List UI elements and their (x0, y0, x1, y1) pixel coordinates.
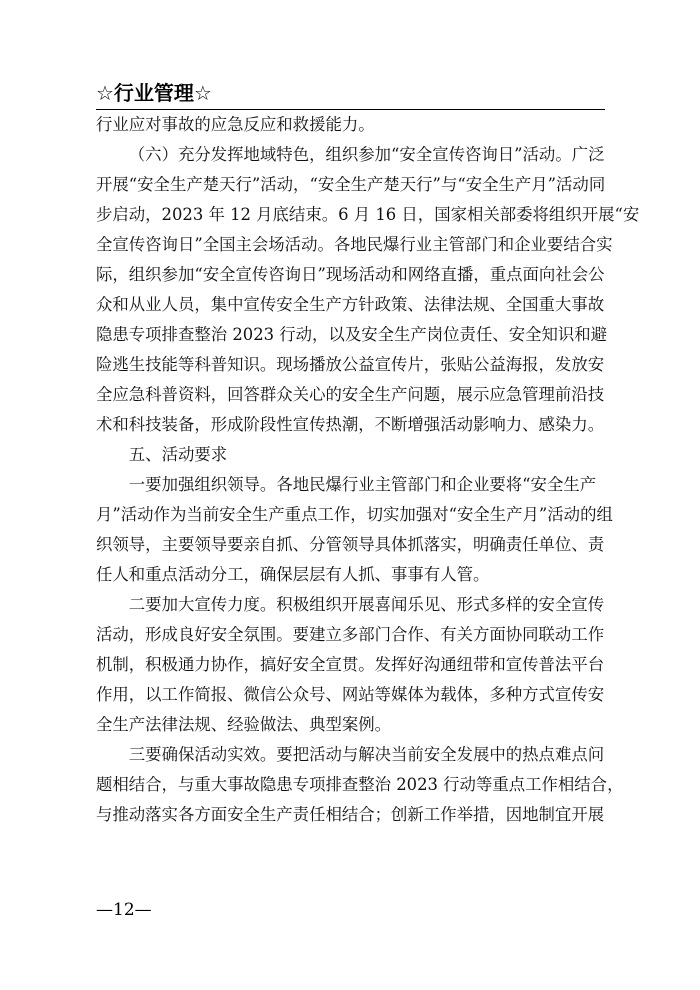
text-line: 二要加大宣传力度。积极组织开展喜闻乐见、形式多样的安全宣传 (128, 595, 605, 614)
text-line: 全宣传咨询日”全国主会场活动。各地民爆行业主管部门和企业要结合实 (96, 235, 613, 254)
text-line: 题相结合，与重大事故隐患专项排查整治 2023 行动等重点工作相结合， (96, 775, 624, 794)
text-line: 际，组织参加“安全宣传咨询日”现场活动和网络直播，重点面向社会公 (96, 265, 605, 284)
text-line: 机制，积极通力协作，搞好安全宣贯。发挥好沟通纽带和宣传普法平台 (96, 655, 605, 674)
text-line: 与推动落实各方面安全生产责任相结合；创新工作举措，因地制宜开展 (96, 805, 605, 824)
section-header: ☆行业管理☆ (96, 81, 212, 105)
text-line: 作用，以工作简报、微信公众号、网站等媒体为载体，多种方式宣传安 (96, 685, 605, 704)
text-line: 五、活动要求 (128, 445, 228, 464)
text-line: 行业应对事故的应急反应和救援能力。 (96, 115, 375, 134)
text-line: 隐患专项排查整治 2023 行动，以及安全生产岗位责任、安全知识和避 (96, 325, 608, 344)
text-line: 织领导，主要领导要亲自抓、分管领导具体抓落实，明确责任单位、责 (96, 535, 605, 554)
paragraph (96, 590, 605, 740)
text-line: 险逃生技能等科普知识。现场播放公益宣传片，张贴公益海报，发放安 (96, 355, 605, 374)
text-line: 全应急科普资料，回答群众关心的安全生产问题，展示应急管理前沿技 (96, 385, 605, 404)
text-line: 开展“安全生产楚天行”活动，“安全生产楚天行”与“安全生产月”活动同 (96, 175, 606, 194)
text-line: 一要加强组织领导。各地民爆行业主管部门和企业要将“安全生产 (128, 475, 597, 494)
text-line: 步启动，2023 年 12 月底结束。6 月 16 日，国家相关部委将组织开展“安 (96, 205, 640, 224)
body-text (96, 110, 640, 830)
paragraph (96, 440, 605, 470)
paragraph (96, 740, 624, 830)
text-line: （六）充分发挥地域特色，组织参加“安全宣传咨询日”活动。广泛 (128, 145, 605, 164)
text-line: 三要确保活动实效。要把活动与解决当前安全发展中的热点难点问 (128, 745, 605, 764)
page-number: —12— (96, 900, 152, 920)
text-line: 众和从业人员，集中宣传安全生产方针政策、法律法规、全国重大事故 (96, 295, 605, 314)
paragraph (96, 470, 613, 590)
text-line: 术和科技装备，形成阶段性宣传热潮，不断增强活动影响力、感染力。 (96, 415, 605, 434)
text-line: 全生产法律法规、经验做法、典型案例。 (96, 715, 392, 734)
paragraph (96, 110, 605, 140)
text-line: 月”活动作为当前安全生产重点工作，切实加强对“安全生产月”活动的组 (96, 505, 613, 524)
text-line: 活动，形成良好安全氛围。要建立多部门合作、有关方面协同联动工作 (96, 625, 605, 644)
paragraph (96, 140, 640, 440)
text-line: 任人和重点活动分工，确保层层有人抓、事事有人管。 (96, 565, 490, 584)
